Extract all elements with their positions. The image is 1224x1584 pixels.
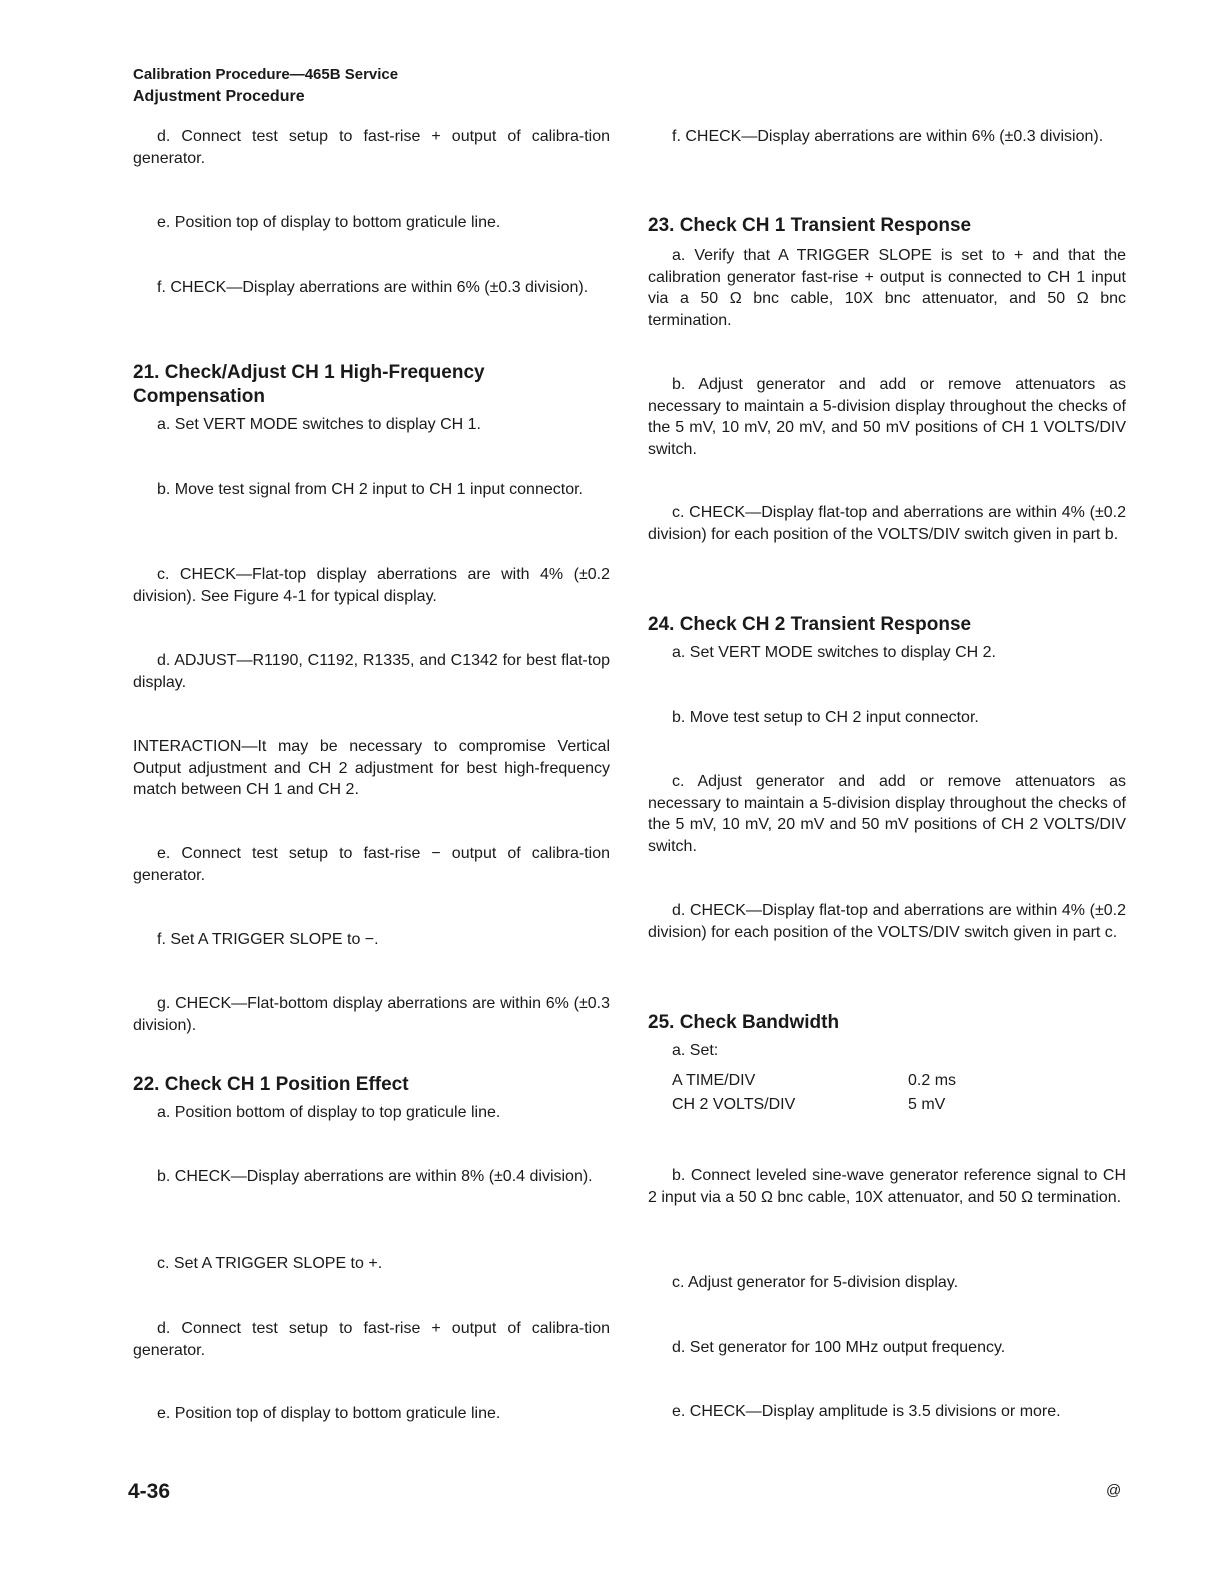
step-24b: b. Move test setup to CH 2 input connector. [672, 709, 979, 726]
step-23c: c. CHECK—Display flat-top and aberrations are within 4% (±0.2 division) for each position of the VOLTS/DIV switch given in part b. [648, 504, 1126, 543]
setting-value: 5 mV [908, 1096, 946, 1113]
step-24a: a. Set VERT MODE switches to display CH 2. [672, 644, 996, 661]
step-20e: e. Position top of display to bottom graticule line. [157, 214, 501, 231]
setting-label: A TIME/DIV [672, 1072, 756, 1089]
setting-value: 0.2 ms [908, 1072, 957, 1089]
step-24d: d. CHECK—Display flat-top and aberrations are within 4% (±0.2 division) for each position of the VOLTS/DIV switch given in part c. [648, 902, 1126, 941]
step-21d: d. ADJUST—R1190, C1192, R1335, and C1342 for best flat-top display. [133, 652, 610, 691]
settings-table [648, 1069, 1126, 1117]
step-23a: a. Verify that A TRIGGER SLOPE is set to + and that the calibration generator fast-rise + output is connected to CH 1 input via a 50 Ω bnc cable, 10X bnc attenuator, and 50 Ω bnc termination. [648, 247, 1126, 329]
step-21c: c. CHECK—Flat-top display aberrations are with 4% (±0.2 division). See Figure 4-1 for typical display. [133, 566, 610, 605]
step-21g: g. CHECK—Flat-bottom display aberrations are within 6% (±0.3 division). [133, 995, 610, 1034]
step-21a: a. Set VERT MODE switches to display CH 1. [157, 416, 481, 433]
running-header [133, 64, 398, 108]
step-21f: f. Set A TRIGGER SLOPE to −. [157, 931, 379, 948]
header-title: Calibration Procedure—465B Service [133, 66, 399, 83]
page-number: 4-36 [128, 1480, 171, 1503]
heading-step-22: 22. Check CH 1 Position Effect [133, 1074, 409, 1095]
step-22f: f. CHECK—Display aberrations are within 6% (±0.3 division). [672, 128, 1104, 145]
step-22d: d. Connect test setup to fast-rise + output of calibra-tion generator. [133, 1320, 610, 1359]
step-23b: b. Adjust generator and add or remove attenuators as necessary to maintain a 5-division display throughout the checks of the 5 mV, 10 mV, 20 mV, and 50 mV positions of CH 1 VOLTS/DIV switch. [648, 376, 1126, 458]
heading-step-23: 23. Check CH 1 Transient Response [648, 215, 972, 236]
heading-step-21: 21. Check/Adjust CH 1 High-Frequency Compensation [133, 362, 485, 407]
footer-mark: @ [1106, 1482, 1122, 1499]
step-25c: c. Adjust generator for 5-division display. [672, 1274, 959, 1291]
step-21e: e. Connect test setup to fast-rise − output of calibra-tion generator. [133, 845, 610, 884]
step-22b: b. CHECK—Display aberrations are within 8% (±0.4 division). [157, 1168, 593, 1185]
step-25d: d. Set generator for 100 MHz output frequency. [672, 1339, 1006, 1356]
step-25b: b. Connect leveled sine-wave generator reference signal to CH 2 input via a 50 Ω bnc cable, 10X attenuator, and 50 Ω termination. [648, 1167, 1126, 1206]
interaction-note: INTERACTION—It may be necessary to compromise Vertical Output adjustment and CH 2 adjustment for best high-frequency match between CH 1 and CH 2. [133, 738, 610, 798]
settings-row [648, 1093, 1126, 1117]
step-24c: c. Adjust generator and add or remove attenuators as necessary to maintain a 5-division display throughout the checks of the 5 mV, 10 mV, 20 mV and 50 mV positions of CH 2 VOLTS/DIV switch. [648, 773, 1126, 855]
step-25e: e. CHECK—Display amplitude is 3.5 divisions or more. [672, 1403, 1061, 1420]
step-22e: e. Position top of display to bottom graticule line. [157, 1405, 501, 1422]
header-subtitle: Adjustment Procedure [133, 88, 305, 105]
step-22c: c. Set A TRIGGER SLOPE to +. [157, 1255, 383, 1272]
step-21b: b. Move test signal from CH 2 input to CH 1 input connector. [157, 481, 583, 498]
heading-step-25: 25. Check Bandwidth [648, 1012, 840, 1033]
step-22a: a. Position bottom of display to top graticule line. [157, 1104, 501, 1121]
step-20f: f. CHECK—Display aberrations are within 6% (±0.3 division). [157, 279, 589, 296]
heading-step-24: 24. Check CH 2 Transient Response [648, 614, 972, 635]
setting-label: CH 2 VOLTS/DIV [672, 1096, 796, 1113]
step-25a: a. Set: [672, 1042, 719, 1059]
settings-row [648, 1069, 1126, 1093]
step-20d: d. Connect test setup to fast-rise + output of calibra-tion generator. [133, 128, 610, 167]
